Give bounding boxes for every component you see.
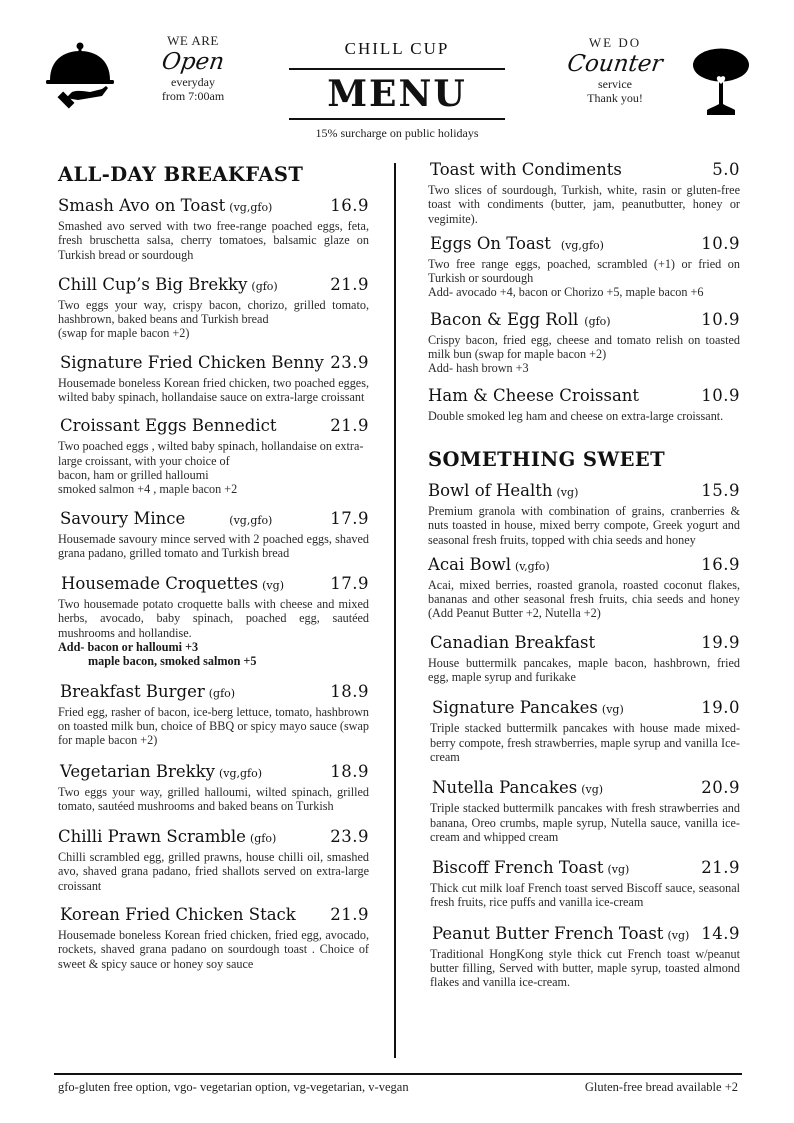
description-text: Traditional HongKong style thick cut French toast w/peanut butter filling, Served with butter, maple syrup, toasted almond flakes and vanilla ice-cream. bbox=[430, 946, 740, 990]
description-text: Two eggs your way, crispy bacon, chorizo, grilled tomato, hashbrown, baked beans and Turkish bread bbox=[58, 297, 369, 327]
description-text: Chilli scrambled egg, grilled prawns, house chilli oil, smashed avo, shaved grana padano, fried shallots served on extra-large croissant bbox=[58, 850, 369, 893]
menu-item-description bbox=[428, 656, 740, 685]
dietary-tag: (gfo) bbox=[208, 686, 236, 700]
menu-item-header bbox=[58, 905, 369, 924]
menu-item bbox=[58, 905, 369, 971]
menu-item-title bbox=[428, 481, 578, 500]
menu-item-price: 23.9 bbox=[330, 352, 369, 372]
menu-item-title bbox=[58, 196, 272, 215]
menu-item-title bbox=[428, 633, 595, 652]
surcharge-note: 15% surcharge on public holidays bbox=[315, 126, 479, 140]
dietary-tag: (vg) bbox=[556, 485, 579, 499]
menu-item-header bbox=[428, 924, 740, 943]
menu-item-name: Acai Bowl bbox=[428, 554, 511, 574]
menu-item-title bbox=[58, 682, 235, 701]
menu-item-title bbox=[428, 310, 611, 329]
menu-item-title bbox=[58, 353, 324, 372]
description-text: Smashed avo served with two free-range poached eggs, feta, fresh bruschetta salsa, cherry tomatoes, balsamic glaze on Turkish bread or sourdough bbox=[58, 219, 369, 262]
menu-item-header bbox=[428, 778, 740, 797]
menu-item-name: Signature Fried Chicken Benny bbox=[60, 352, 324, 372]
menu-item-price: 21.9 bbox=[330, 416, 369, 436]
menu-item-description bbox=[428, 721, 740, 764]
menu-item bbox=[58, 682, 369, 748]
description-text: Fried egg, rasher of bacon, ice-berg lettuce, tomato, hashbrown on toasted milk bun, choice of BBQ or spicy mayo sauce (swap for maple bacon +2) bbox=[58, 704, 369, 748]
description-extra: Add- hash brown +3 bbox=[428, 361, 529, 376]
menu-item-name: Nutella Pancakes bbox=[432, 778, 578, 798]
dietary-legend: gfo-gluten free option, vgo- vegetarian option, vg-vegetarian, v-vegan bbox=[58, 1080, 409, 1094]
menu-item-description bbox=[428, 578, 740, 621]
menu-item-header bbox=[428, 310, 740, 329]
description-text: Two poached eggs , wilted baby spinach, hollandaise on extra-large croissant, with your choice of bbox=[58, 439, 364, 468]
badge-top-text: WE DO bbox=[588, 35, 642, 50]
menu-item bbox=[428, 924, 740, 990]
menu-item bbox=[58, 196, 369, 262]
menu-item-price: 21.9 bbox=[330, 274, 369, 294]
description-text: Premium granola with combination of grains, cranberries & nuts toasted in house, mixed berry compote, Greek yogurt and seasonal fresh fruits, topped with chia seeds and honey bbox=[428, 503, 740, 547]
menu-item-header bbox=[58, 275, 369, 294]
menu-item bbox=[428, 633, 740, 685]
menu-item bbox=[428, 481, 740, 547]
menu-item bbox=[58, 827, 369, 893]
menu-item-price: 19.0 bbox=[701, 698, 740, 718]
description-text: Thick cut milk loaf French toast served Biscoff sauce, seasonal fresh fruits, rice puffs and vanilla ice-cream bbox=[430, 881, 740, 910]
dietary-tag: (vg) bbox=[667, 928, 690, 942]
description-extra: bacon, ham or grilled halloumi bbox=[58, 467, 209, 482]
menu-item-price: 14.9 bbox=[701, 923, 740, 943]
menu-item-description bbox=[58, 597, 369, 668]
menu-item-header bbox=[58, 509, 369, 528]
menu-item-description bbox=[58, 439, 369, 496]
description-extra: maple bacon, smoked salmon +5 bbox=[88, 654, 257, 669]
menu-item bbox=[58, 416, 369, 496]
menu-item-description bbox=[58, 705, 369, 748]
dietary-tag: (vg) bbox=[262, 579, 284, 593]
description-text: House buttermilk pancakes, maple bacon, hashbrown, fried egg, maple syrup and furikake bbox=[428, 655, 740, 685]
menu-item-name: Bacon & Egg Roll bbox=[430, 309, 579, 329]
description-extra: smoked salmon +4 , maple bacon +2 bbox=[58, 482, 238, 497]
menu-item-price: 17.9 bbox=[330, 574, 369, 594]
menu-item-title bbox=[58, 827, 276, 846]
menu-item-header bbox=[428, 234, 740, 253]
column-divider bbox=[394, 163, 396, 1058]
menu-item bbox=[428, 778, 740, 844]
menu-item-price: 18.9 bbox=[330, 681, 369, 701]
menu-item-title bbox=[428, 555, 550, 574]
page-title: MENU bbox=[327, 73, 467, 115]
menu-item-name: Korean Fried Chicken Stack bbox=[60, 905, 296, 925]
menu-item-price: 21.9 bbox=[701, 858, 740, 878]
menu-item-name: Canadian Breakfast bbox=[430, 632, 596, 652]
description-text: Housemade boneless Korean fried chicken, fried egg, avocado, rockets, shaved grana padano on sourdough toast . Choice of sweet & spicy sauce or honey soy sauce bbox=[58, 928, 369, 971]
menu-item-description bbox=[58, 928, 369, 971]
menu-item-description bbox=[428, 504, 740, 547]
dietary-tag: (vg) bbox=[601, 703, 624, 717]
menu-item-header bbox=[428, 633, 740, 652]
menu-item-title bbox=[58, 416, 277, 435]
menu-item-name: Eggs On Toast bbox=[430, 233, 551, 253]
menu-item-header bbox=[58, 827, 369, 846]
menu-item-title bbox=[58, 762, 262, 781]
menu-item-title bbox=[428, 698, 624, 717]
description-text: Two housemade potato croquette balls with cheese and mixed herbs, avocado, baby spinach, poached egg, sautéed mushrooms and hollandise. bbox=[58, 597, 369, 640]
dietary-tag: (gfo) bbox=[249, 832, 277, 846]
menu-item-description bbox=[58, 219, 369, 262]
menu-item-title bbox=[428, 386, 639, 405]
menu-item-price: 10.9 bbox=[701, 385, 740, 405]
badge-script-text: Open bbox=[160, 49, 226, 75]
counter-service-badge bbox=[555, 35, 675, 105]
menu-item bbox=[428, 160, 740, 226]
menu-item-name: Signature Pancakes bbox=[432, 698, 598, 718]
dietary-tag: (gfo) bbox=[251, 279, 278, 293]
menu-item-description bbox=[58, 785, 369, 814]
menu-item-description bbox=[428, 183, 740, 226]
menu-item-description bbox=[58, 298, 369, 341]
title-rule-bottom bbox=[289, 118, 505, 120]
description-extra: Add- avocado +4, bacon or Chorizo +5, maple bacon +6 bbox=[428, 285, 704, 300]
menu-item-title bbox=[428, 778, 603, 797]
description-text: Triple stacked buttermilk pancakes with house made mixed-berry compote, fresh strawberries, maple syrup and vanilla Ice-cream bbox=[430, 721, 740, 764]
badge-line-1: service bbox=[598, 77, 632, 91]
menu-item-title bbox=[428, 234, 604, 253]
menu-item-header bbox=[58, 762, 369, 781]
menu-item-title bbox=[58, 275, 278, 294]
menu-item-price: 19.9 bbox=[701, 632, 740, 652]
menu-item-header bbox=[58, 196, 369, 215]
cafe-name: CHILL CUP bbox=[344, 39, 450, 58]
menu-item-title bbox=[428, 924, 689, 943]
menu-item-name: Chilli Prawn Scramble bbox=[58, 827, 246, 847]
menu-item-header bbox=[428, 555, 740, 574]
menu-item-name: Peanut Butter French Toast bbox=[432, 923, 664, 943]
dietary-tag: (vg,gfo) bbox=[560, 238, 604, 252]
menu-item-description bbox=[58, 850, 369, 893]
menu-item-header bbox=[428, 160, 740, 179]
section-title-sweet: SOMETHING SWEET bbox=[428, 447, 666, 471]
menu-item-header bbox=[428, 698, 740, 717]
right-column bbox=[428, 160, 740, 990]
menu-item-description bbox=[428, 257, 740, 300]
menu-item bbox=[428, 386, 740, 423]
badge-line-1: everyday bbox=[171, 75, 215, 89]
menu-item bbox=[58, 509, 369, 561]
menu-item-name: Housemade Croquettes bbox=[61, 574, 259, 594]
section-title-breakfast: ALL-DAY BREAKFAST bbox=[58, 163, 304, 186]
dietary-tag: (vg,gfo) bbox=[229, 513, 273, 527]
cloche-serving-hand-icon bbox=[44, 40, 116, 114]
menu-item bbox=[428, 310, 740, 376]
dietary-tag: (vg) bbox=[607, 863, 630, 877]
dietary-tag: (vg,gfo) bbox=[218, 766, 263, 780]
dietary-tag: (gfo) bbox=[584, 314, 611, 328]
menu-item-name: Breakfast Burger bbox=[60, 681, 205, 701]
menu-item-price: 23.9 bbox=[330, 827, 369, 847]
dietary-tag: (vg) bbox=[581, 783, 604, 797]
menu-item bbox=[428, 555, 740, 621]
badge-line-2: Thank you! bbox=[587, 91, 643, 105]
menu-title-block bbox=[289, 38, 505, 120]
dietary-tag: (vg,gfo) bbox=[229, 201, 273, 214]
description-extra: (swap for maple bacon +2) bbox=[58, 326, 190, 341]
menu-item-price: 15.9 bbox=[701, 480, 740, 500]
menu-item-price: 16.9 bbox=[330, 196, 369, 215]
menu-item-description bbox=[428, 801, 740, 844]
menu-item-title bbox=[58, 574, 284, 593]
menu-item-description bbox=[428, 333, 740, 376]
description-text: Crispy bacon, fried egg, cheese and tomato relish on toasted milk bun (swap for maple bacon +2) bbox=[428, 332, 740, 362]
menu-item-name: Smash Avo on Toast bbox=[58, 196, 226, 215]
menu-item-title bbox=[428, 160, 622, 179]
menu-item-price: 18.9 bbox=[330, 761, 369, 781]
description-text: Double smoked leg ham and cheese on extra-large croissant. bbox=[428, 408, 724, 423]
menu-item-description bbox=[428, 947, 740, 990]
description-extra: Add- bacon or halloumi +3 bbox=[58, 640, 199, 655]
menu-item-title bbox=[58, 905, 296, 924]
menu-item-header bbox=[58, 416, 369, 435]
menu-item-name: Vegetarian Brekky bbox=[60, 761, 215, 781]
menu-item-header bbox=[58, 682, 369, 701]
menu-item-price: 10.9 bbox=[701, 233, 740, 253]
description-text: Two slices of sourdough, Turkish, white, rasin or gluten-free toast with condiments (butter, jam, peanutbutter, honey or vegimite). bbox=[428, 183, 740, 226]
menu-item-price: 16.9 bbox=[701, 554, 740, 574]
menu-item-price: 5.0 bbox=[712, 160, 740, 179]
menu-item-name: Biscoff French Toast bbox=[432, 858, 604, 878]
menu-item-title bbox=[428, 858, 629, 877]
left-column bbox=[58, 160, 369, 971]
menu-item-name: Croissant Eggs Bennedict bbox=[60, 416, 277, 436]
menu-item-price: 10.9 bbox=[701, 309, 740, 329]
menu-item bbox=[58, 762, 369, 814]
menu-item-title bbox=[58, 509, 272, 528]
menu-item-name: Chill Cup’s Big Brekky bbox=[58, 274, 248, 294]
description-text: Housemade boneless Korean fried chicken, two poached egges, wilted baby spinach, hollandaise sauce on extra-large croissant bbox=[58, 375, 369, 405]
description-text: Two free range eggs, poached, scrambled (+1) or fried on Turkish or sourdough bbox=[428, 256, 740, 286]
menu-item bbox=[428, 858, 740, 910]
badge-script-text: Counter bbox=[565, 51, 665, 77]
menu-item-description bbox=[428, 881, 740, 910]
menu-item bbox=[58, 275, 369, 341]
menu-item-description bbox=[428, 409, 740, 423]
menu-item-name: Ham & Cheese Croissant bbox=[428, 385, 640, 405]
menu-item bbox=[428, 234, 740, 300]
menu-item-header bbox=[428, 858, 740, 877]
menu-item-header bbox=[428, 481, 740, 500]
menu-item-price: 21.9 bbox=[330, 905, 369, 925]
menu-item bbox=[428, 698, 740, 764]
dietary-tag: (v,gfo) bbox=[514, 559, 550, 573]
description-text: Housemade savoury mince served with 2 poached eggs, shaved grana padano, grilled tomato and Turkish bread bbox=[58, 531, 369, 560]
menu-item bbox=[58, 574, 369, 668]
menu-item-header bbox=[428, 386, 740, 405]
tree-heart-icon bbox=[692, 48, 750, 116]
menu-item-name: Savoury Mince bbox=[60, 508, 186, 528]
menu-item-description bbox=[58, 532, 369, 561]
menu-item bbox=[58, 353, 369, 405]
menu-item-price: 20.9 bbox=[701, 778, 740, 798]
menu-item-price: 17.9 bbox=[330, 508, 369, 528]
description-text: Triple stacked buttermilk pancakes with fresh strawberries and banana, Oreo crumbs, maple syrup, Nutella sauce, vanilla ice-cream and whipped cream bbox=[430, 801, 740, 844]
description-text: Two eggs your way, grilled halloumi, wilted spinach, grilled tomato, sautéed mushrooms and baked beans on Turkish bbox=[58, 784, 369, 813]
menu-item-description bbox=[58, 376, 369, 405]
gluten-free-note: Gluten-free bread available +2 bbox=[584, 1080, 738, 1094]
open-hours-badge bbox=[133, 33, 253, 103]
footer-rule bbox=[54, 1073, 742, 1075]
menu-item-header bbox=[58, 353, 369, 372]
menu-item-header bbox=[58, 574, 369, 593]
badge-line-2: from 7:00am bbox=[161, 89, 225, 103]
description-text: Acai, mixed berries, roasted granola, roasted coconut flakes, bananas and other seasonal fresh fruits, chia seeds and honey (Add Peanut Butter +2, Nutella +2) bbox=[428, 577, 740, 621]
badge-top-text: WE ARE bbox=[167, 33, 219, 48]
menu-item-name: Toast with Condiments bbox=[430, 160, 622, 179]
menu-item-name: Bowl of Health bbox=[428, 480, 553, 500]
